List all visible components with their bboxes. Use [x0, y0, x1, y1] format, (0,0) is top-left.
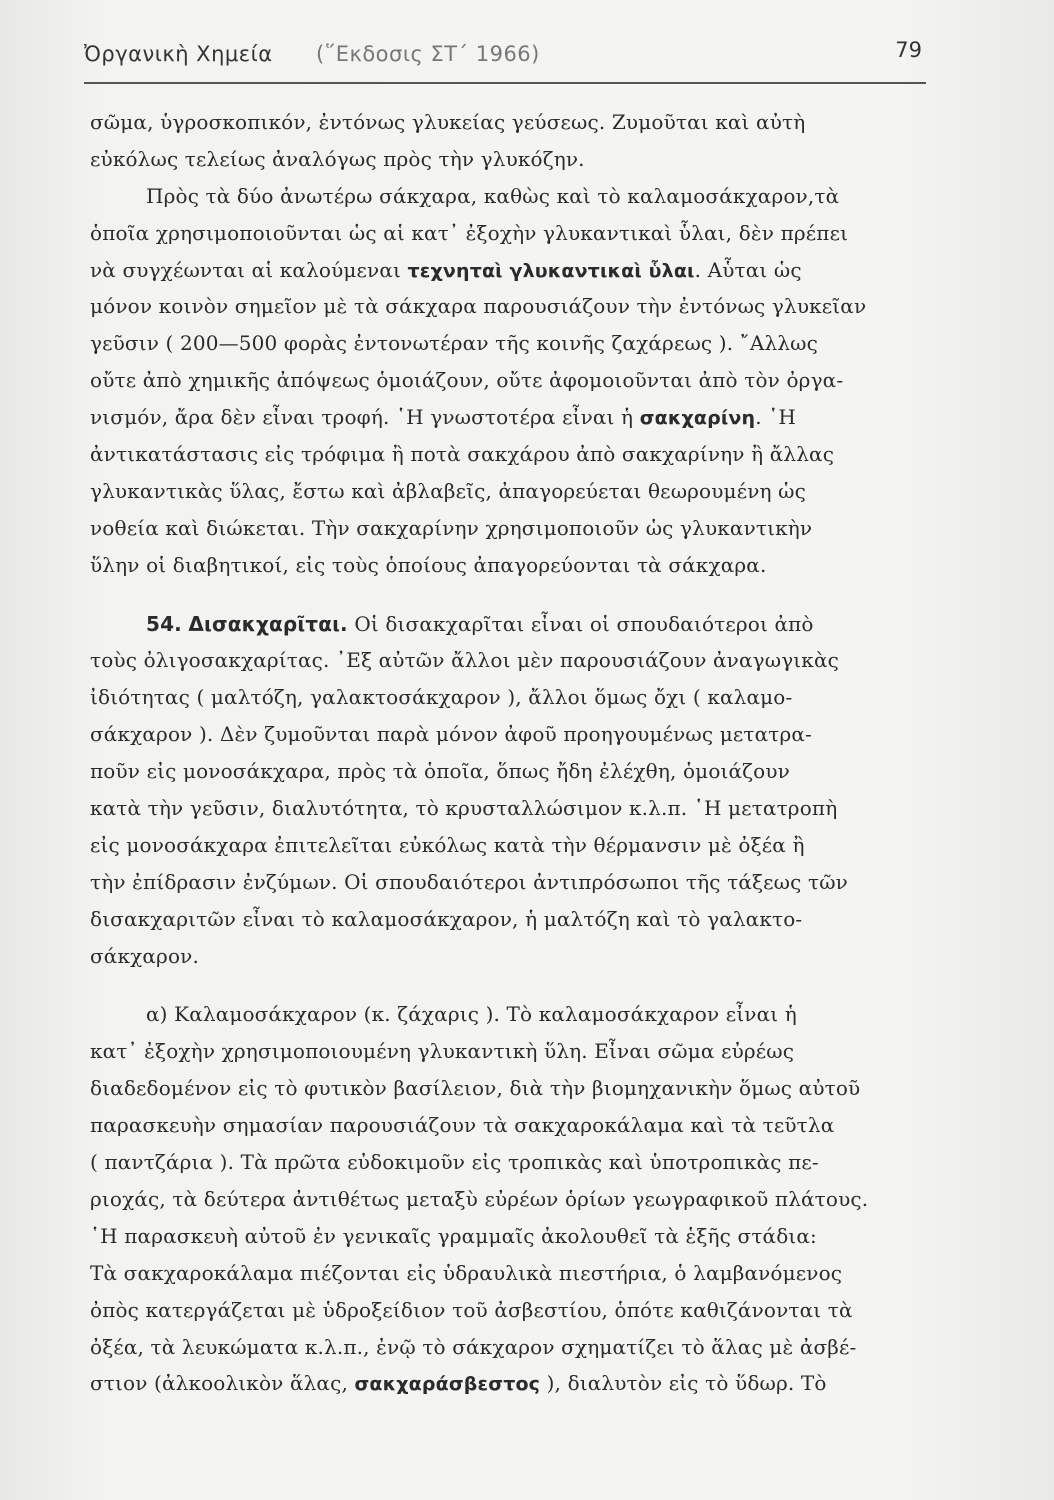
paragraph-continuation: [90, 104, 952, 178]
text-line: εἰς μονοσάκχαρα ἐπιτελεῖται εὐκόλως κατὰ τὴν θέρμανσιν μὲ ὀξέα ἢ: [90, 832, 805, 857]
text-line: ῾Η παρασκευὴ αὐτοῦ ἐν γενικαῖς γραμμαῖς ἀκολουθεῖ τὰ ἑξῆς στάδια:: [90, 1223, 817, 1248]
text-line: τὴν ἐπίδρασιν ἐνζύμων. Οἱ σπουδαιότεροι ἀντιπρόσωποι τῆς τάξεως τῶν: [90, 869, 848, 894]
subsection-cane-sugar: [90, 996, 952, 1402]
text-line: ὀξέα, τὰ λευκώματα κ.λ.π., ἐνῷ τὸ σάκχαρον σχηματίζει τὸ ἅλας μὲ ἀσβέ-: [90, 1334, 857, 1359]
text-line: ἀντικατάστασις εἰς τρόφιμα ἢ ποτὰ σακχάρου ἀπὸ σακχαρίνην ἢ ἄλλας: [90, 442, 835, 467]
text-line: γεῦσιν ( 200—500 φορὰς ἐντονωτέραν τῆς κοινῆς ζαχάρεως ). ῎Αλλως: [90, 331, 818, 356]
text-line: ριοχάς, τὰ δεύτερα ἀντιθέτως μεταξὺ εὐρέων ὁρίων γεωγραφικοῦ πλάτους.: [90, 1186, 869, 1211]
text-line: [90, 252, 952, 289]
text-line: ὀπὸς κατεργάζεται μὲ ὑδροξείδιον τοῦ ἀσβεστίου, ὁπότε καθιζάνονται τὰ: [90, 1297, 853, 1322]
section-54: [90, 606, 952, 975]
text-span: . ῾Η: [755, 405, 796, 430]
text-line: διαδεδομένον εἰς τὸ φυτικὸν βασίλειον, διὰ τὴν βιομηχανικὴν ὅμως αὐτοῦ: [90, 1076, 861, 1101]
section-heading-line: [90, 606, 952, 643]
text-line: εὐκόλως τελείως ἀναλόγως πρὸς τὴν γλυκόζην.: [90, 146, 585, 171]
text-line: κατὰ τὴν γεῦσιν, διαλυτότητα, τὸ κρυσταλλώσιμον κ.λ.π. ῾Η μετατροπὴ: [90, 796, 838, 821]
spacer: [90, 584, 952, 606]
text-line: ( παντζάρια ). Τὰ πρῶτα εὐδοκιμοῦν εἰς τροπικὰς καὶ ὑποτροπικὰς πε-: [90, 1150, 819, 1175]
text-line: κατ᾽ ἐξοχὴν χρησιμοποιουμένη γλυκαντικὴ ὕλη. Εἶναι σῶμα εὐρέως: [90, 1039, 795, 1064]
text-line: σάκχαρον ). Δὲν ζυμοῦνται παρὰ μόνον ἀφοῦ προηγουμένως μετατρα-: [90, 722, 812, 747]
text-span: Οἱ δισακχαρῖται εἶναι οἱ σπουδαιότεροι ἀπὸ: [347, 611, 814, 636]
header-edition: (῞Εκδοσις ΣΤ΄ 1966): [316, 42, 540, 66]
spacer: [90, 974, 952, 996]
text-line: τοὺς ὀλιγοσακχαρίτας. ᾿Εξ αὐτῶν ἄλλοι μὲν παρουσιάζουν ἀναγωγικὰς: [90, 648, 839, 673]
text-line: δισακχαριτῶν εἶναι τὸ καλαμοσάκχαρον, ἡ μαλτόζη καὶ τὸ γαλακτο-: [90, 906, 803, 931]
text-line: σάκχαρον.: [90, 943, 199, 968]
bold-term: σακχαράσβεστος: [354, 1373, 541, 1396]
text-line: ὕλην οἱ διαβητικοί, εἰς τοὺς ὁποίους ἀπαγορεύονται τὰ σάκχαρα.: [90, 552, 767, 577]
bold-term: σακχαρίνη: [639, 407, 756, 430]
header-title: Ὀργανικὴ Χημεία: [84, 42, 273, 66]
bold-term: τεχνηταὶ γλυκαντικαὶ ὗλαι: [407, 259, 695, 282]
text-line: παρασκευὴν σημασίαν παρουσιάζουν τὰ σακχαροκάλαμα καὶ τὰ τεῦτλα: [90, 1113, 835, 1138]
text-line: Πρὸς τὰ δύο ἀνωτέρω σάκχαρα, καθὼς καὶ τὸ καλαμοσάκχαρον,τὰ: [146, 183, 840, 208]
text-line: [90, 1365, 952, 1402]
paragraph-artificial-sweeteners: [90, 178, 952, 584]
text-span: ), διαλυτὸν εἰς τὸ ὕδωρ. Τὸ: [540, 1371, 827, 1396]
text-line: γλυκαντικὰς ὕλας, ἔστω καὶ ἀβλαβεῖς, ἀπαγορεύεται θεωρουμένη ὡς: [90, 478, 806, 503]
body-text: [90, 104, 952, 1402]
subsection-heading-line: α) Καλαμοσάκχαρον (κ. ζάχαρις ). Τὸ καλαμοσάκχαρον εἶναι ἡ: [146, 1002, 797, 1027]
text-line: μόνον κοινὸν σημεῖον μὲ τὰ σάκχαρα παρουσιάζουν τὴν ἐντόνως γλυκεῖαν: [90, 294, 867, 319]
text-line: [90, 399, 952, 436]
text-line: οὔτε ἀπὸ χημικῆς ἀπόψεως ὁμοιάζουν, οὔτε ἀφομοιοῦνται ἀπὸ τὸν ὀργα-: [90, 368, 844, 393]
page-number: 79: [895, 38, 922, 62]
text-line: ἰδιότητας ( μαλτόζη, γαλακτοσάκχαρον ), ἄλλοι ὅμως ὄχι ( καλαμο-: [90, 685, 793, 710]
text-line: σῶμα, ὑγροσκοπικόν, ἐντόνως γλυκείας γεύσεως. Ζυμοῦται καὶ αὐτὴ: [90, 110, 806, 134]
text-line: ὁποῖα χρησιμοποιοῦνται ὡς αἱ κατ᾽ ἐξοχὴν γλυκαντικαὶ ὗλαι, δὲν πρέπει: [90, 220, 849, 245]
text-span: νισμόν, ἄρα δὲν εἶναι τροφή. ῾Η γνωστοτέρα εἶναι ἡ: [90, 405, 640, 430]
text-line: ποῦν εἰς μονοσάκχαρα, πρὸς τὰ ὁποῖα, ὅπως ἤδη ἐλέχθη, ὁμοιάζουν: [90, 759, 790, 784]
text-span: . Αὗται ὡς: [694, 257, 802, 282]
text-span: νὰ συγχέωνται αἱ καλούμεναι: [90, 257, 408, 282]
text-span: στιον (ἀλκοολικὸν ἅλας,: [90, 1371, 355, 1396]
text-line: νοθεία καὶ διώκεται. Τὴν σακχαρίνην χρησιμοποιοῦν ὡς γλυκαντικὴν: [90, 515, 813, 540]
text-line: Τὰ σακχαροκάλαμα πιέζονται εἰς ὑδραυλικὰ πιεστήρια, ὁ λαμβανόμενος: [90, 1260, 843, 1285]
section-title: Δισακχαρῖται.: [188, 611, 348, 636]
section-number: 54.: [146, 611, 182, 636]
running-header: [84, 38, 926, 80]
header-rule: [84, 82, 926, 84]
